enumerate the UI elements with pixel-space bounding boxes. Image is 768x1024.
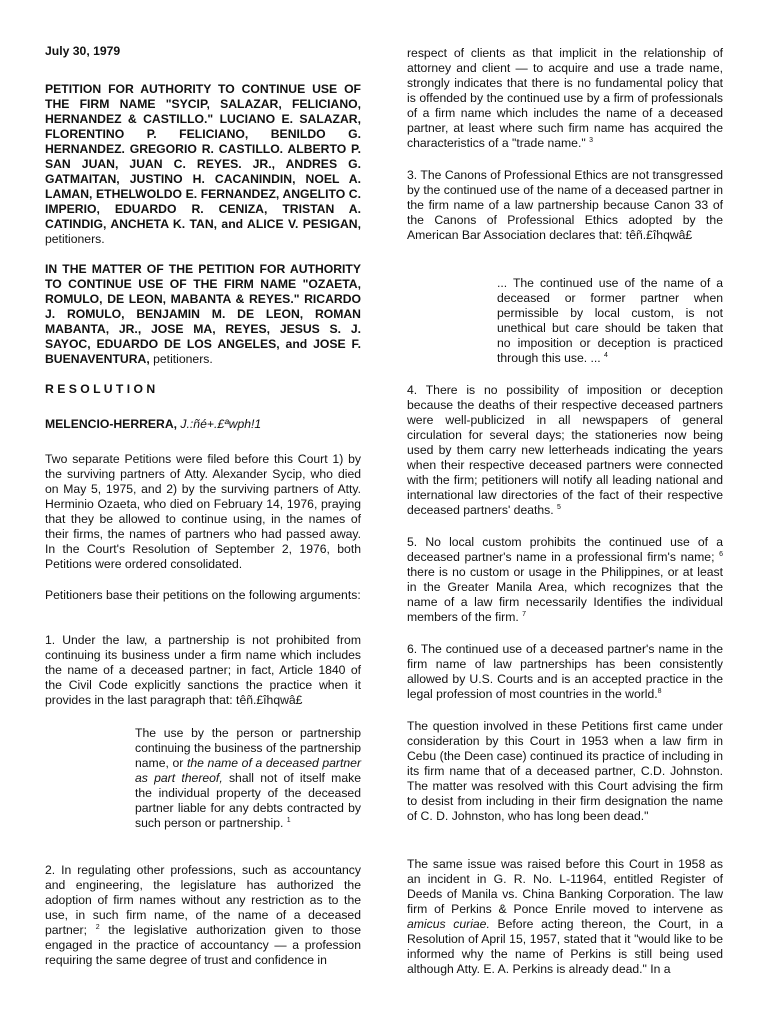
argument-6-paragraph (407, 642, 723, 702)
amicus-curiae-term: amicus curiae. (407, 917, 490, 931)
footnote-ref-8: 8 (657, 687, 662, 695)
perkins-text-a: The same issue was raised before this Court in 1958 as an incident in G. R. No. L-11964, entitled Register of Deeds of Manila vs. China Banking Corporation. The law firm of Perkins & Ponce Enrile moved to intervene as (407, 857, 723, 916)
argument-2-text-a: 2. In regulating other professions, such as accountancy and engineering, the legislature has authorized the adoption of firm names without any restriction as to the use, in such firm name, of the name of a deceased partner; (45, 863, 361, 937)
footnote-ref-5: 5 (557, 503, 561, 511)
intro-paragraph: Two separate Petitions were filed before this Court 1) by the surviving partners of Atty. Alexander Sycip, who died on May 5, 1975, and 2) by the surviving partners of Atty. Herminio Ozaeta, who died on February 14, 1976, praying that they be allowed to continue using, in the names of their firms, the names of partners who had passed away. In the Court's Resolution of September 2, 1976, both Petitions were ordered consolidated. (45, 452, 361, 571)
perkins-text-b: Before acting thereon, the Court, in a Resolution of April 15, 1957, stated that it "would like to be informed why the name of Perkins is still being used although Atty. E. A. Perkins is already dead." In a (407, 917, 723, 976)
quote-1-text-a: The use by the person or partnership continuing the business of the partnership name, or (135, 726, 361, 770)
footnote-ref-6: 6 (719, 550, 723, 558)
footnote-ref-7: 7 (522, 610, 527, 618)
continued-paragraph (407, 46, 723, 151)
petition-2-title: IN THE MATTER OF THE PETITION FOR AUTHORITY TO CONTINUE USE OF THE FIRM NAME "OZAETA, ROMULO, DE LEON, MABANTA & REYES." RICARDO J. ROMULO, BENJAMIN M. DE LEON, ROMAN MABANTA, JR., JOSE MA, REYES, JESUS S. J. SAYOC, EDUARDO DE LOS ANGELES, and JOSE F. BUENAVENTURA, (45, 262, 361, 366)
ponente-suffix: J.:ñé+.£ªwph!1 (177, 417, 262, 431)
continued-paragraph-text: respect of clients as that implicit in the relationship of attorney and client — to acquire and use a trade name, strongly indicates that there is no fundamental policy that is offended by the continued use by a firm of professionals of a firm name which includes the name of a deceased partner, at least where such firm name has acquired the characteristics of a "trade name." (407, 46, 723, 150)
petition-2-caption (45, 262, 361, 367)
deen-case-paragraph: The question involved in these Petitions first came under consideration by this Court in 1953 when a law firm in Cebu (the Deen case) continued its practice of including in its firm name that of a deceased partner, C.D. Johnston. The matter was resolved with this Court advising the firm to desist from including in their firm designation the name of C. D. Johnston, who has long been dead." (407, 719, 723, 823)
quote-3-text: ... The continued use of the name of a deceased or former partner when permissible by local custom, is not unethical but care should be taken that no imposition or deception is practiced through this use. ... (497, 276, 723, 365)
argument-1-paragraph: 1. Under the law, a partnership is not prohibited from continuing its business under a firm name which includes the name of a deceased partner; in fact, Article 1840 of the Civil Code explicitly sanctions the practice when it provides in the last paragraph that: têñ.£îhqwâ£ (45, 633, 361, 707)
argument-6-text: 6. The continued use of a deceased partner's name in the firm name of law partnerships has been consistently allowed by U.S. Courts and is an accepted practice in the legal profession of most countries in the world. (407, 642, 723, 701)
argument-5-text-a: 5. No local custom prohibits the continued use of a deceased partner's name in a professional firm's name; (407, 535, 723, 564)
argument-2-text-b: the legislative authorization given to those engaged in the practice of accountancy — a profession requiring the same degree of trust and confidence in (45, 923, 361, 967)
decision-date: July 30, 1979 (45, 44, 121, 58)
footnote-ref-4: 4 (604, 351, 608, 359)
footnote-ref-3: 3 (589, 136, 593, 144)
argument-5-text-b: there is no custom or usage in the Philippines, or at least in the Greater Manila Area, which recognizes that the name of a law firm necessarily Identifies the individual members of the firm. (407, 565, 723, 624)
argument-5-paragraph (407, 535, 723, 625)
arguments-intro-paragraph: Petitioners base their petitions on the following arguments: (45, 588, 361, 602)
petition-1-role: petitioners. (45, 232, 105, 246)
quote-1-text-b: shall not of itself make the individual property of the deceased partner liable for any debts contracted by such person or partnership. (135, 771, 361, 830)
canon-33-quote (497, 276, 723, 366)
argument-2-paragraph (45, 863, 361, 968)
argument-4-paragraph (407, 383, 723, 518)
petition-1-title: PETITION FOR AUTHORITY TO CONTINUE USE OF THE FIRM NAME "SYCIP, SALAZAR, FELICIANO, HERNANDEZ & CASTILLO." LUCIANO E. SALAZAR, FLORENTINO P. FELICIANO, BENILDO G. HERNANDEZ. GREGORIO R. CASTILLO. ALBERTO P. SAN JUAN, JUAN C. REYES. JR., ANDRES G. GATMAITAN, JUSTINO H. CACANINDIN, NOEL A. LAMAN, ETHELWOLDO E. FERNANDEZ, ANGELITO C. IMPERIO, EDUARDO R. CENIZA, TRISTAN A. CATINDIG, ANCHETA K. TAN, and ALICE V. PESIGAN, (45, 82, 361, 231)
resolution-heading: R E S O L U T I O N (45, 382, 156, 396)
footnote-ref-2: 2 (95, 923, 100, 931)
article-1840-quote (135, 726, 361, 831)
perkins-case-paragraph (407, 857, 723, 977)
ponente-name: MELENCIO-HERRERA, (45, 417, 178, 431)
petition-2-role: petitioners. (149, 352, 213, 366)
footnote-ref-1: 1 (286, 816, 291, 824)
argument-3-paragraph: 3. The Canons of Professional Ethics are not transgressed by the continued use of the name of a deceased partner in the firm name of a law partnership because Canon 33 of the Canons of Professional Ethics adopted by the American Bar Association declares that: têñ.£îhqwâ£ (407, 168, 723, 242)
ponente-line (45, 417, 361, 432)
argument-4-text: 4. There is no possibility of imposition or deception because the deaths of their respective deceased partners were well-publicized in all newspapers of general circulation for several days; the stationeries now being used by them carry new letterheads indicating the years when their respective deceased partners were connected with the firm; petitioners will notify all leading national and international law directories of the fact of their respective deceased partners' deaths. (407, 383, 723, 517)
petition-1-caption (45, 82, 361, 247)
quote-1-emphasis: the name of a deceased partner as part thereof, (135, 756, 361, 785)
